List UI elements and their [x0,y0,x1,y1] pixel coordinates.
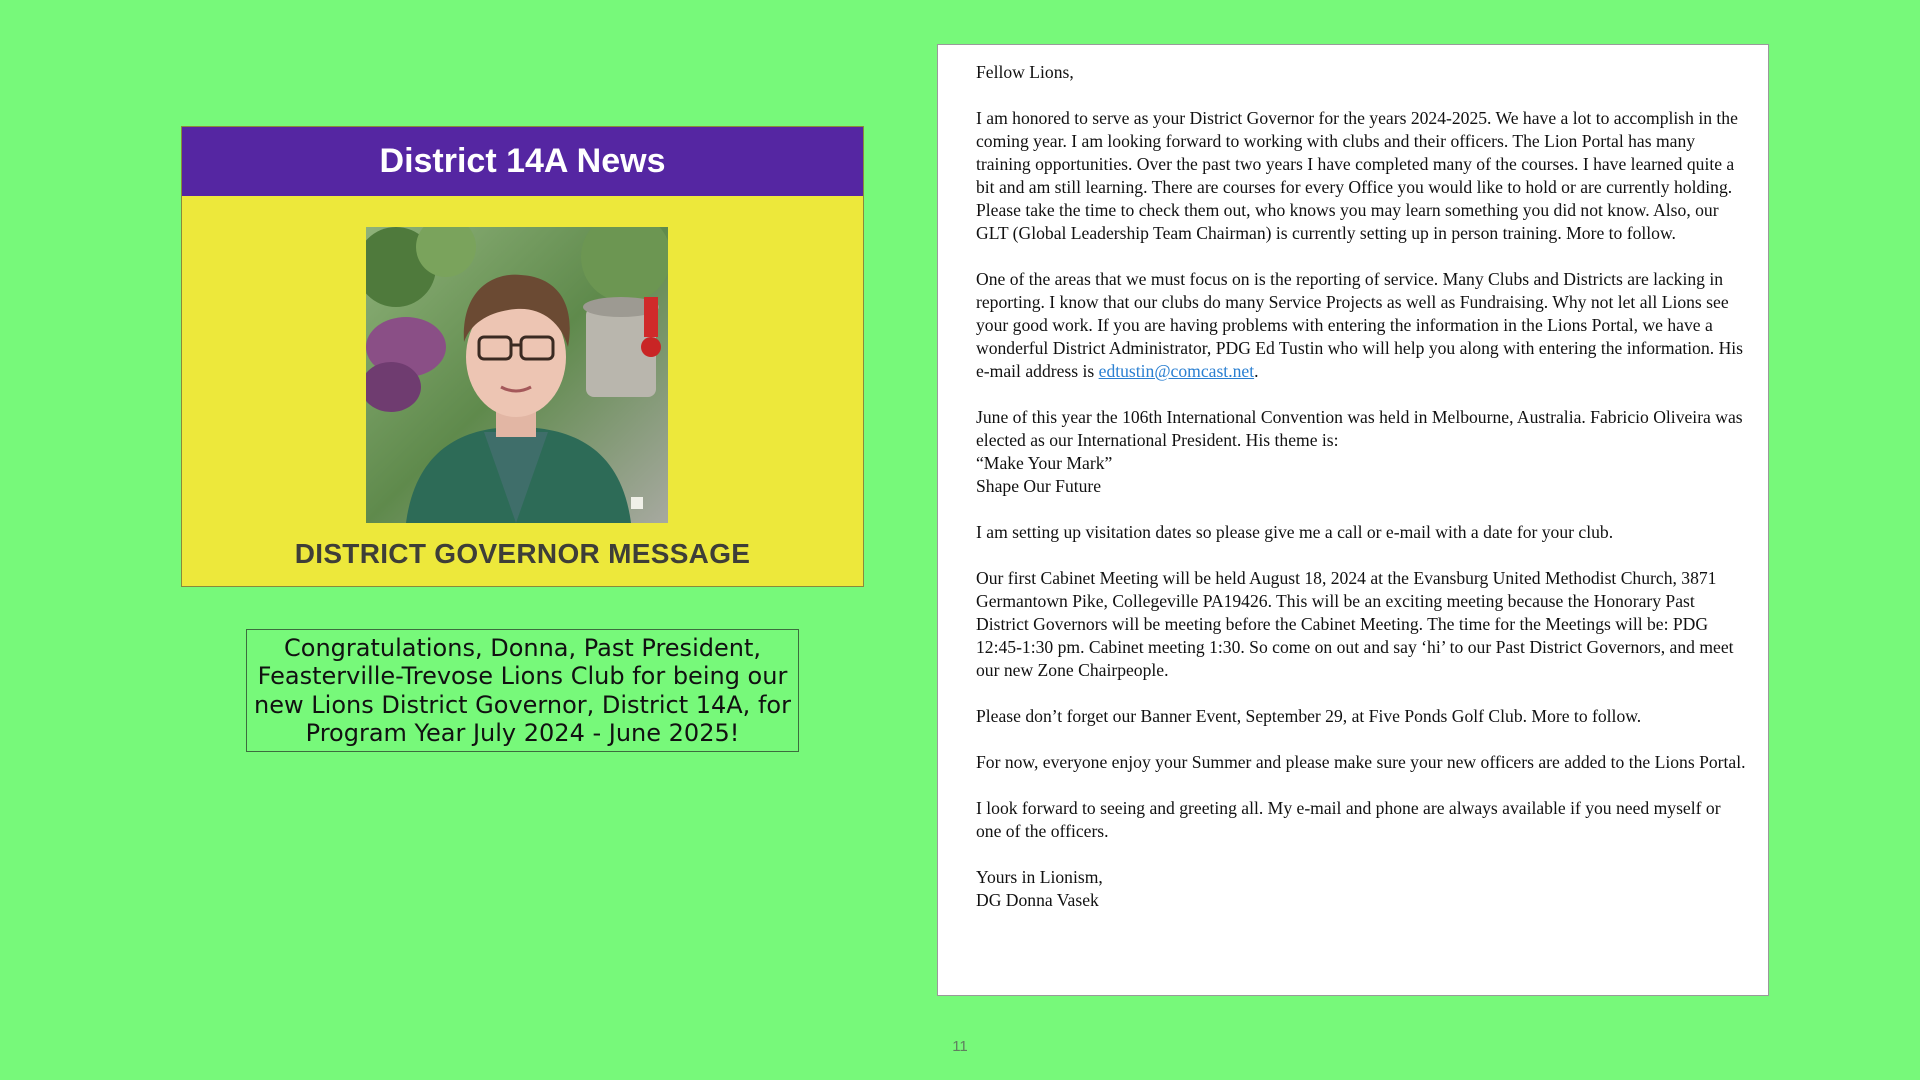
congrats-line: Feasterville-Trevose Lions Club for being our [257,662,788,690]
congrats-line: Congratulations, Donna, Past President, [284,633,761,662]
letter-paragraph: Our first Cabinet Meeting will be held August 18, 2024 at the Evansburg United Methodist Church, 3871 Germantown Pike, Collegeville PA19426. This will be an exciting meeting because the Honorary Past District Governors will be meeting before the Cabinet Meeting. The time for the Meetings will be: PDG 12:45-1:30 pm. Cabinet meeting 1:30. So come on out and say ‘hi’ to our Past District Governors, and meet our new Zone Chairpeople. [976,568,1734,680]
letter-text: . [1254,361,1259,381]
signature: DG Donna Vasek [976,890,1099,910]
congrats-line: Program Year July 2024 - June 2025! [305,719,740,747]
letter-paragraph: Please don’t forget our Banner Event, September 29, at Five Ponds Golf Club. More to follow. [976,706,1642,726]
congratulations-box [246,629,799,752]
theme-line: Shape Our Future [976,476,1102,496]
news-header: District 14A News [182,127,863,196]
letter-text: June of this year the 106th International Convention was held in Melbourne, Australia. Fabricio Oliveira was elected as our International President. His theme is: [976,407,1743,450]
letter-paragraph [976,406,1750,498]
page-number: 11 [952,1038,968,1055]
letter-paragraph: I am setting up visitation dates so please give me a call or e-mail with a date for your club. [976,522,1614,542]
letter-salutation: Fellow Lions, [976,62,1074,82]
theme-line: “Make Your Mark” [976,453,1113,473]
congratulations-text [254,634,791,748]
email-link[interactable]: edtustin@comcast.net [1098,361,1255,381]
congrats-line: new Lions District Governor, District 14A, for [254,690,791,719]
letter-paragraph [976,268,1750,383]
governor-photo [366,227,668,523]
district-news-card [181,126,864,587]
governor-message-title: DISTRICT GOVERNOR MESSAGE [294,538,751,569]
letter-paragraph: For now, everyone enjoy your Summer and please make sure your new officers are added to the Lions Portal. [976,752,1746,772]
letter-paragraph: I look forward to seeing and greeting all. My e-mail and phone are always available if you need myself or one of the officers. [976,798,1721,841]
closing-line: Yours in Lionism, [976,867,1103,887]
letter-text: One of the areas that we must focus on is the reporting of service. Many Clubs and Districts are lacking in reporting. I know that our clubs do many Service Projects as well as Fundraising. Why not let all Lions see your good work. If you are having problems with entering the information in the Lions Portal, we have a wonderful District Administrator, PDG Ed Tustin who will help you along with entering the information. His e-mail address is [976,269,1744,381]
governor-letter [937,44,1769,996]
letter-closing [976,866,1750,912]
letter-paragraph: I am honored to serve as your District Governor for the years 2024-2025. We have a lot to accomplish in the coming year. I am looking forward to working with clubs and their officers. The Lion Portal has many training opportunities. Over the past two years I have completed many of the courses. I have learned quite a bit and am still learning. There are courses for every Office you would like to hold or are currently holding. Please take the time to check them out, who knows you may learn something you did not know. Also, our GLT (Global Leadership Team Chairman) is currently setting up in person training. More to follow. [976,108,1738,243]
